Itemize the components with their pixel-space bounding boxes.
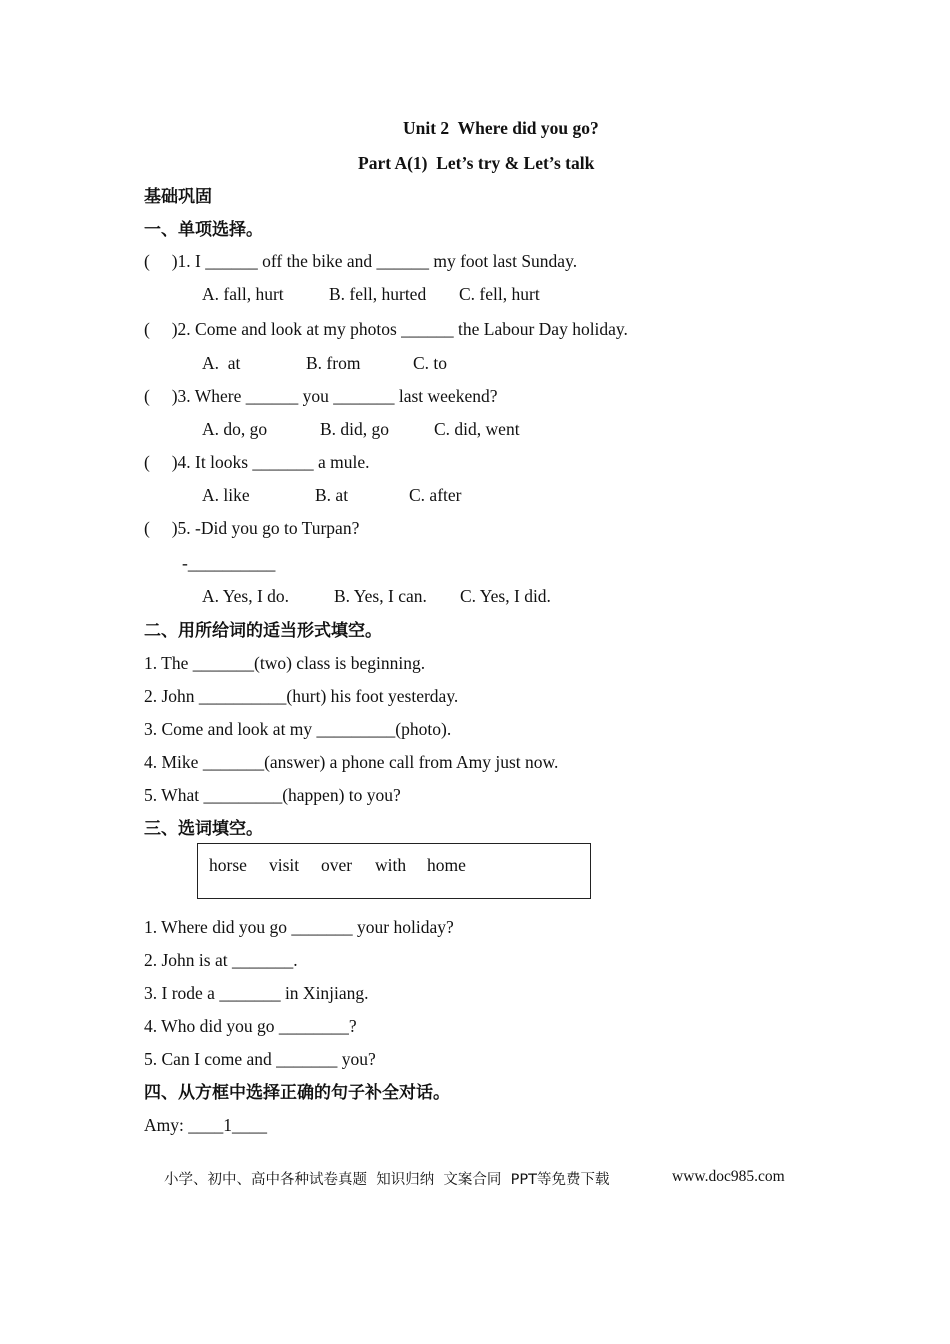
question-2-stem: ( )2. Come and look at my photos ______ the Labour Day holiday. — [144, 319, 628, 339]
word-bank-word: home — [427, 855, 466, 875]
question-5-option-a: A. Yes, I do. — [202, 586, 290, 606]
word-fill-item-2: 2. John is at _______. — [144, 950, 298, 970]
word-bank-word: visit — [269, 855, 300, 875]
question-4-option-c: C. after — [409, 485, 462, 505]
footer-website-link[interactable]: www.doc985.com — [672, 1168, 785, 1185]
question-1-option-c: C. fell, hurt — [459, 284, 540, 304]
word-bank-word: over — [321, 855, 353, 875]
section3-heading: 三、选词填空。 — [144, 819, 263, 839]
question-5-option-c: C. Yes, I did. — [460, 586, 551, 606]
word-bank-box — [197, 843, 591, 899]
worksheet-subtitle: Part A(1) Let’s try & Let’s talk — [358, 153, 595, 173]
footer-text: 小学、初中、高中各种试卷真题 知识归纳 文案合同 PPT等免费下载 — [164, 1172, 610, 1188]
word-fill-item-3: 3. I rode a _______ in Xinjiang. — [144, 983, 369, 1003]
question-4-option-a: A. like — [202, 485, 250, 505]
question-3-option-b: B. did, go — [320, 419, 390, 439]
fill-form-item-5: 5. What _________(happen) to you? — [144, 785, 401, 805]
word-bank-word: with — [375, 855, 407, 875]
word-fill-item-5: 5. Can I come and _______ you? — [144, 1049, 376, 1069]
word-fill-item-1: 1. Where did you go _______ your holiday? — [144, 917, 454, 937]
question-3-stem: ( )3. Where ______ you _______ last weekend? — [144, 386, 498, 406]
word-fill-item-4: 4. Who did you go ________? — [144, 1016, 357, 1036]
question-4-stem: ( )4. It looks _______ a mule. — [144, 452, 370, 472]
word-bank-word: horse — [209, 855, 247, 875]
section2-heading: 二、用所给词的适当形式填空。 — [144, 621, 382, 641]
question-3-option-c: C. did, went — [434, 419, 520, 439]
question-4-option-b: B. at — [315, 485, 349, 505]
question-3-option-a: A. do, go — [202, 419, 268, 439]
question-5-stem: ( )5. -Did you go to Turpan? — [144, 518, 360, 538]
section4-heading: 四、从方框中选择正确的句子补全对话。 — [144, 1083, 450, 1103]
question-1-option-b: B. fell, hurted — [329, 284, 427, 304]
fill-form-item-3: 3. Come and look at my _________(photo). — [144, 719, 452, 739]
question-2-option-b: B. from — [306, 353, 361, 373]
section-heading-basics: 基础巩固 — [144, 187, 212, 207]
question-1-option-a: A. fall, hurt — [202, 284, 284, 304]
worksheet-title: Unit 2 Where did you go? — [403, 118, 599, 138]
fill-form-item-4: 4. Mike _______(answer) a phone call from Amy just now. — [144, 752, 559, 772]
fill-form-item-1: 1. The _______(two) class is beginning. — [144, 653, 426, 673]
question-5-option-b: B. Yes, I can. — [334, 586, 427, 606]
section1-heading: 一、单项选择。 — [144, 220, 263, 240]
fill-form-item-2: 2. John __________(hurt) his foot yesterday. — [144, 686, 459, 706]
question-5-answer-line: -__________ — [182, 553, 276, 573]
question-2-option-c: C. to — [413, 353, 448, 373]
question-1-stem: ( )1. I ______ off the bike and ______ my foot last Sunday. — [144, 251, 578, 271]
dialogue-line-1: Amy: ____1____ — [144, 1115, 267, 1135]
question-2-option-a: A. at — [202, 353, 241, 373]
